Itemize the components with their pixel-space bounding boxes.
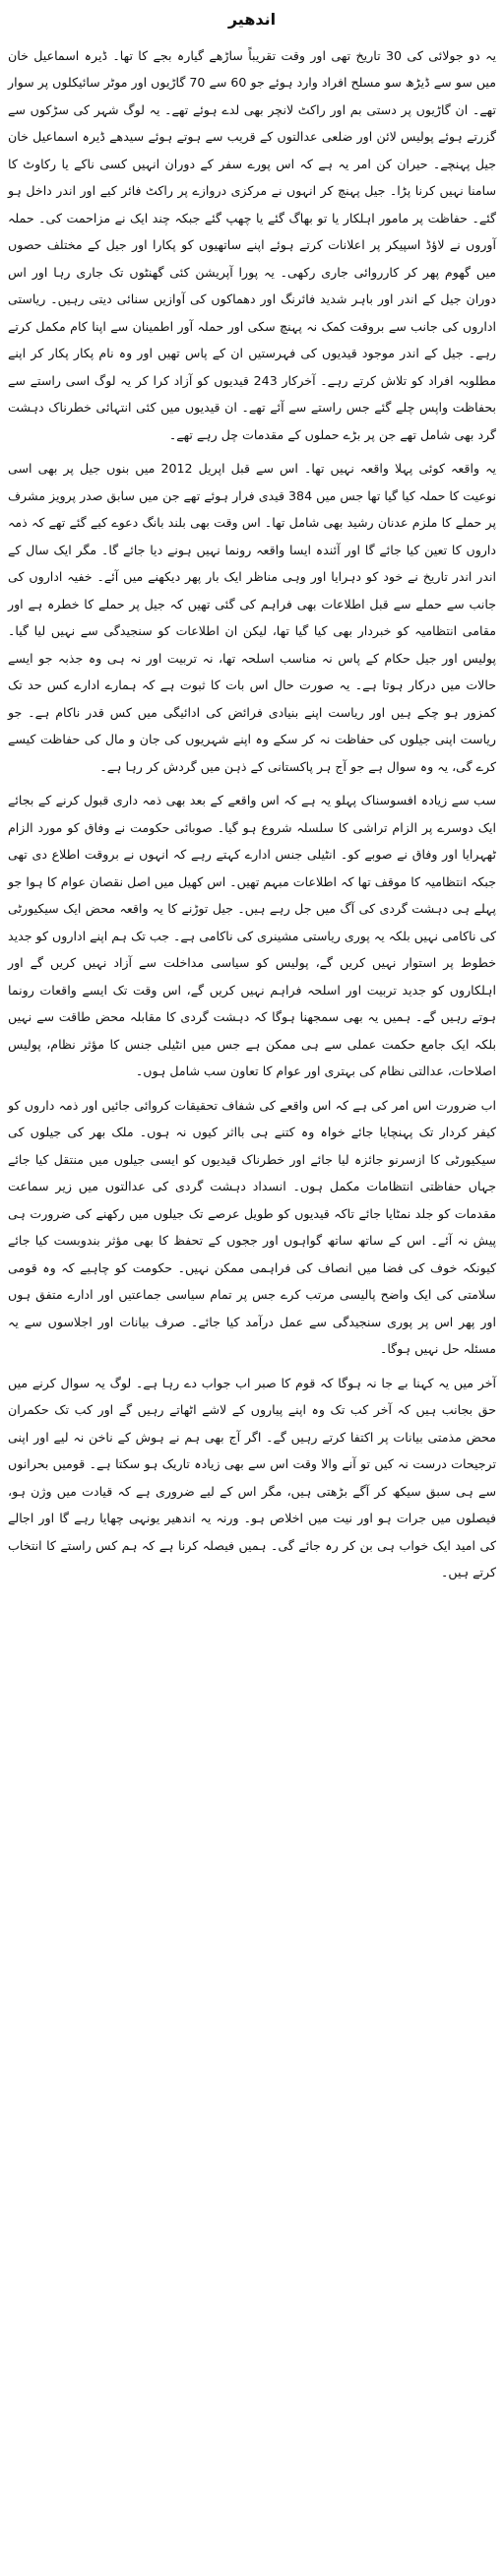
article-paragraph: آخر میں یہ کہنا بے جا نہ ہوگا کہ قوم کا صبر اب جواب دے رہا ہے۔ لوگ یہ سوال کرنے میں حق بجانب ہیں کہ آخر کب تک وہ اپنے پیاروں کے لاشے اٹھاتے رہیں گے اور کب تک حکمران محض مذمتی بیانات پر اکتفا کرتے رہیں گے۔ اگر آج بھی ہم نے ہوش کے ناخن نہ لیے اور اپنی ترجیحات درست نہ کیں تو آنے والا وقت اس سے بھی زیادہ تاریک ہو سکتا ہے۔ قومیں بحرانوں سے ہی سبق سیکھ کر آگے بڑھتی ہیں، مگر اس کے لیے ضروری ہے کہ قیادت میں وژن ہو، فیصلوں میں جرات ہو اور نیت میں اخلاص ہو۔ ورنہ یہ اندھیر یونہی چھایا رہے گا اور اجالے کی امید ایک خواب ہی بن کر رہ جائے گی۔ ہمیں فیصلہ کرنا ہے کہ ہم کس راستے کا انتخاب کرتے ہیں۔ <box>8 1375 496 1580</box>
article-paragraph: یہ دو جولائی کی 30 تاریخ تھی اور وقت تقریباً ساڑھے گیارہ بجے کا تھا۔ ڈیرہ اسماعیل خان میں سو سے ڈیڑھ سو مسلح افراد وارد ہوئے جو 60 سے 70 گاڑیوں اور موٹر سائیکلوں پر سوار تھے۔ ان گاڑیوں پر دستی بم اور راکٹ لانچر بھی لدے ہوئے تھے۔ یہ لوگ شہر کی سڑکوں سے گزرتے ہوئے پولیس لائن اور ضلعی عدالتوں کے قریب سے ہوتے ہوئے سیدھے ڈیرہ اسماعیل خان جیل پہنچے۔ حیران کن امر یہ ہے کہ اس پورے سفر کے دوران انہیں کسی ناکے یا رکاوٹ کا سامنا نہیں کرنا پڑا۔ جیل پہنچ کر انہوں نے مرکزی دروازے پر راکٹ فائر کیے اور اندر داخل ہو گئے۔ حفاظت پر مامور اہلکار یا تو بھاگ گئے یا چھپ گئے جبکہ چند ایک نے مزاحمت کی۔ حملہ آوروں نے لاؤڈ اسپیکر پر اعلانات کرتے ہوئے اپنے ساتھیوں کو پکارا اور جیل کے مختلف حصوں میں گھوم پھر کر کارروائی جاری رکھی۔ یہ پورا آپریشن کئی گھنٹوں تک جاری رہا اور اس دوران جیل کے اندر اور باہر شدید فائرنگ اور دھماکوں کی آوازیں سنائی دیتی رہیں۔ ریاستی اداروں کی جانب سے بروقت کمک نہ پہنچ سکی اور حملہ آور اطمینان سے اپنا کام مکمل کرتے رہے۔ جیل کے اندر موجود قیدیوں کی فہرستیں ان کے پاس تھیں اور وہ نام پکار پکار کر اپنے مطلوبہ افراد کو تلاش کرتے رہے۔ آخرکار 243 قیدیوں کو آزاد کرا کر یہ لوگ اسی راستے سے بحفاظت واپس چلے گئے جس راستے سے آئے تھے۔ ان قیدیوں میں کئی انتہائی خطرناک دہشت گرد بھی شامل تھے جن پر بڑے حملوں کے مقدمات چل رہے تھے۔ <box>8 47 496 442</box>
article-paragraph: اب ضرورت اس امر کی ہے کہ اس واقعے کی شفاف تحقیقات کروائی جائیں اور ذمہ داروں کو کیفر کردار تک پہنچایا جائے خواہ وہ کتنے ہی بااثر کیوں نہ ہوں۔ ملک بھر کی جیلوں کی سیکیورٹی کا ازسرنو جائزہ لیا جائے اور خطرناک قیدیوں کو ایسی جیلوں میں منتقل کیا جائے جہاں حفاظتی انتظامات مکمل ہوں۔ انسداد دہشت گردی کی عدالتوں میں زیر سماعت مقدمات کو جلد نمٹایا جائے تاکہ قیدیوں کو طویل عرصے تک جیلوں میں رکھنے کی ضرورت ہی پیش نہ آئے۔ اس کے ساتھ ساتھ گواہوں اور ججوں کے تحفظ کا بھی مؤثر بندوبست کیا جائے کیونکہ خوف کی فضا میں انصاف کی فراہمی ممکن نہیں۔ حکومت کو چاہیے کہ وہ قومی سلامتی کی ایک واضح پالیسی مرتب کرے جس پر تمام سیاسی جماعتیں اور ادارے متفق ہوں اور پھر اس پر پوری سنجیدگی سے عمل درآمد کیا جائے۔ صرف بیانات اور اجلاسوں سے یہ مسئلہ حل نہیں ہوگا۔ <box>8 1097 496 1357</box>
article-paragraph: سب سے زیادہ افسوسناک پہلو یہ ہے کہ اس واقعے کے بعد بھی ذمہ داری قبول کرنے کے بجائے ایک دوسرے پر الزام تراشی کا سلسلہ شروع ہو گیا۔ صوبائی حکومت نے وفاق کو مورد الزام ٹھہرایا اور وفاق نے صوبے کو۔ انٹیلی جنس ادارے کہتے رہے کہ انہوں نے بروقت اطلاع دی تھی جبکہ انتظامیہ کا موقف تھا کہ اطلاعات مبہم تھیں۔ اس کھیل میں اصل نقصان عوام کا ہوا جو پہلے ہی دہشت گردی کی آگ میں جل رہے ہیں۔ جیل توڑنے کا یہ واقعہ محض ایک سیکیورٹی کی ناکامی نہیں بلکہ یہ پوری ریاستی مشینری کی ناکامی ہے۔ جب تک ہم اپنے اداروں کو جدید خطوط پر استوار نہیں کریں گے، پولیس کو سیاسی مداخلت سے آزاد نہیں کریں گے اور اہلکاروں کو جدید تربیت اور اسلحہ فراہم نہیں کریں گے، اس وقت تک ایسے واقعات رونما ہوتے رہیں گے۔ ہمیں یہ بھی سمجھنا ہوگا کہ دہشت گردی کا مقابلہ محض طاقت سے نہیں بلکہ ایک جامع حکمت عملی سے ہی ممکن ہے جس میں انٹیلی جنس کا مؤثر نظام، پولیس اصلاحات، عدالتی نظام کی بہتری اور عوام کا تعاون سب شامل ہوں۔ <box>8 793 496 1079</box>
article-body <box>8 42 496 1586</box>
article-title: اندھیر <box>227 10 277 29</box>
article-paragraph: یہ واقعہ کوئی پہلا واقعہ نہیں تھا۔ اس سے قبل اپریل 2012 میں بنوں جیل پر بھی اسی نوعیت کا حملہ کیا گیا تھا جس میں 384 قیدی فرار ہوئے تھے جن میں سابق صدر پرویز مشرف پر حملے کا ملزم عدنان رشید بھی شامل تھا۔ اس وقت بھی بلند بانگ دعوے کیے گئے تھے کہ ذمہ داروں کا تعین کیا جائے گا اور آئندہ ایسا واقعہ رونما نہیں ہونے دیا جائے گا۔ مگر ایک سال کے اندر اندر تاریخ نے خود کو دہرایا اور وہی مناظر ایک بار پھر دیکھنے میں آئے۔ خفیہ اداروں کی جانب سے حملے سے قبل اطلاعات بھی فراہم کی گئی تھیں کہ جیل پر حملے کا خطرہ ہے اور مقامی انتظامیہ کو خبردار بھی کیا گیا تھا، لیکن ان اطلاعات کو سنجیدگی سے نہیں لیا گیا۔ پولیس اور جیل حکام کے پاس نہ مناسب اسلحہ تھا، نہ تربیت اور نہ ہی وہ جذبہ جو ایسے حالات میں درکار ہوتا ہے۔ یہ صورت حال اس بات کا ثبوت ہے کہ ہمارے ادارے کس حد تک کمزور ہو چکے ہیں اور ریاست اپنے بنیادی فرائض کی ادائیگی میں کس قدر ناکام ہے۔ جو ریاست اپنی جیلوں کی حفاظت نہ کر سکے وہ اپنے شہریوں کی جان و مال کی حفاظت کیسے کرے گی، یہ وہ سوال ہے جو آج ہر پاکستانی کے ذہن میں گردش کر رہا ہے۔ <box>8 461 496 774</box>
